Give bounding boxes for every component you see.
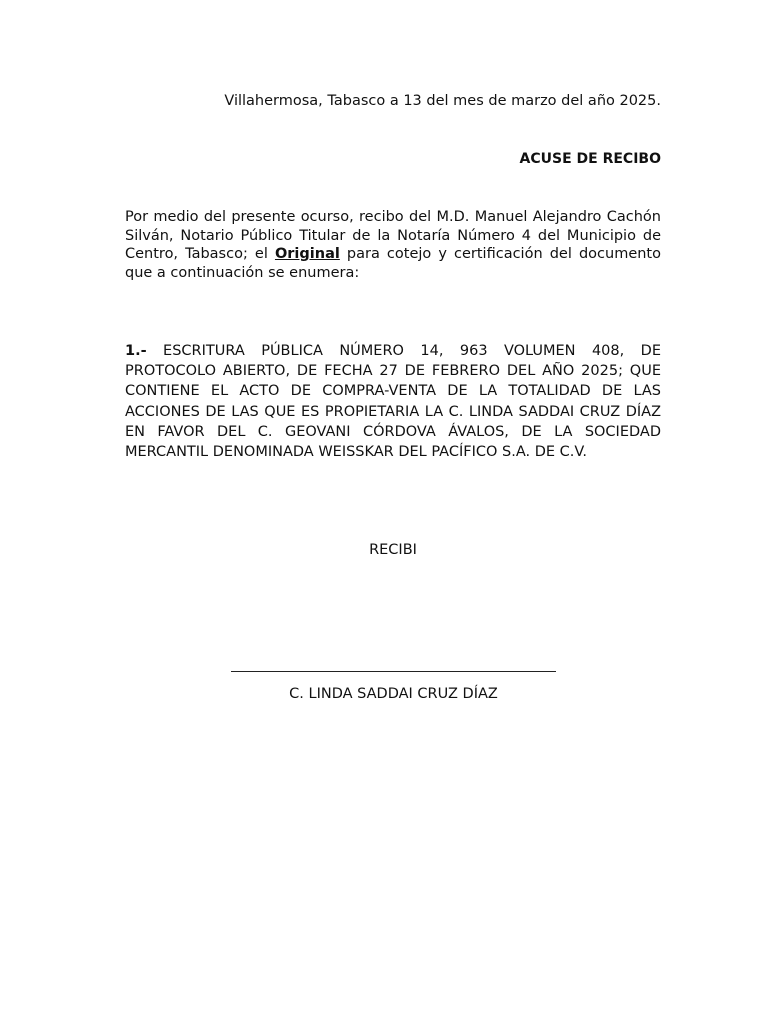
date-line: Villahermosa, Tabasco a 13 del mes de marzo del año 2025. <box>224 93 661 109</box>
intro-paragraph <box>125 208 661 282</box>
intro-emphasis-original: Original <box>274 246 340 262</box>
item-text: ESCRITURA PÚBLICA NÚMERO 14, 963 VOLUMEN 408, DE PROTOCOLO ABIERTO, DE FECHA 27 DE FEBRERO DEL AÑO 2025; QUE CONTIENE EL ACTO DE COMPRA-VENTA DE LA TOTALIDAD DE LAS ACCIONES DE LAS QUE ES PROPIETARIA LA C. LINDA SADDAI CRUZ DÍAZ EN FAVOR DEL C. GEOVANI CÓRDOVA ÁVALOS, DE LA SOCIEDAD MERCANTIL DENOMINADA WEISSKAR DEL PACÍFICO S.A. DE C.V. <box>125 343 661 461</box>
intro-text-after: para cotejo y certificación del documento que a continuación se enumera: <box>125 246 661 281</box>
received-label: RECIBI <box>369 542 417 558</box>
intro-text-before: Por medio del presente ocurso, recibo del M.D. Manuel Alejandro Cachón Silván, Notario Público Titular de la Notaría Número 4 del Municipio de Centro, Tabasco; el <box>125 209 661 262</box>
signatory-name: C. LINDA SADDAI CRUZ DÍAZ <box>289 686 498 702</box>
document-title: ACUSE DE RECIBO <box>519 151 661 167</box>
enumerated-item <box>125 341 661 462</box>
item-number: 1.- <box>125 343 147 359</box>
signature-line <box>231 671 556 672</box>
